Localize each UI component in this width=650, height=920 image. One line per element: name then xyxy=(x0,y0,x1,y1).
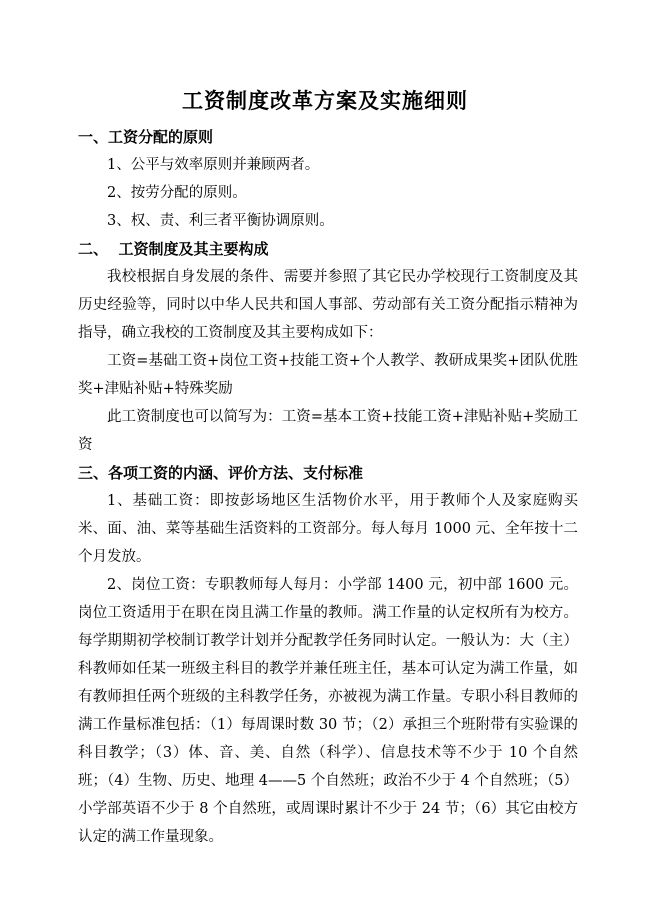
structure-paragraph: 我校根据自身发展的条件、需要并参照了其它民办学校现行工资制度及其历史经验等，同时以中华人民共和国人事部、劳动部有关工资分配指示精神为指导，确立我校的工资制度及其主要构成如下： xyxy=(78,269,578,341)
salary-short-formula-paragraph: 此工资制度也可以简写为：工资=基本工资+技能工资+津贴补贴+奖励工资 xyxy=(78,409,578,453)
section-heading-structure: 二、 工资制度及其主要构成 xyxy=(78,240,269,258)
base-salary-paragraph: 1、基础工资：即按彭场地区生活物价水平，用于教师个人及家庭购买米、面、油、菜等基础生活资料的工资部分。每人每月 1000 元、全年按十二个月发放。 xyxy=(78,493,578,565)
document-body xyxy=(78,123,578,851)
principle-item: 1、公平与效率原则并兼顾两者。 xyxy=(107,157,320,173)
position-salary-paragraph: 2、岗位工资：专职教师每人每月：小学部 1400 元，初中部 1600 元。岗位工资适用于在职在岗且满工作量的教师。满工作量的认定权所有为校方。每学期期初学校制订教学计划并分配教学任务同时认定。一般认为：大（主）科教师如任某一班级主科目的教学并兼任班主任，基本可认定为满工作量，如有教师担任两个班级的主科教学任务，亦被视为满工作量。专职小科目教师的满工作量标准包括：（1）每周课时数 30 节；（2）承担三个班附带有实验课的科目教学；（3）体、音、美、自然（科学）、信息技术等不少于 10 个自然班；（4）生物、历史、地理 4——5 个自然班；政治不少于 4 个自然班；（5）小学部英语不少于 8 个自然班，或周课时累计不少于 24 节；（6）其它由校方认定的满工作量现象。 xyxy=(78,577,578,845)
principle-item: 3、权、责、利三者平衡协调原则。 xyxy=(107,213,334,229)
section-heading-standards: 三、各项工资的内涵、评价方法、支付标准 xyxy=(78,464,364,482)
principle-item: 2、按劳分配的原则。 xyxy=(107,185,247,201)
document-title: 工资制度改革方案及实施细则 xyxy=(182,89,468,113)
salary-formula-paragraph: 工资=基础工资+岗位工资+技能工资+个人教学、教研成果奖+团队优胜奖+津贴补贴+特殊奖励 xyxy=(78,353,578,397)
section-heading-principles: 一、工资分配的原则 xyxy=(78,128,214,146)
